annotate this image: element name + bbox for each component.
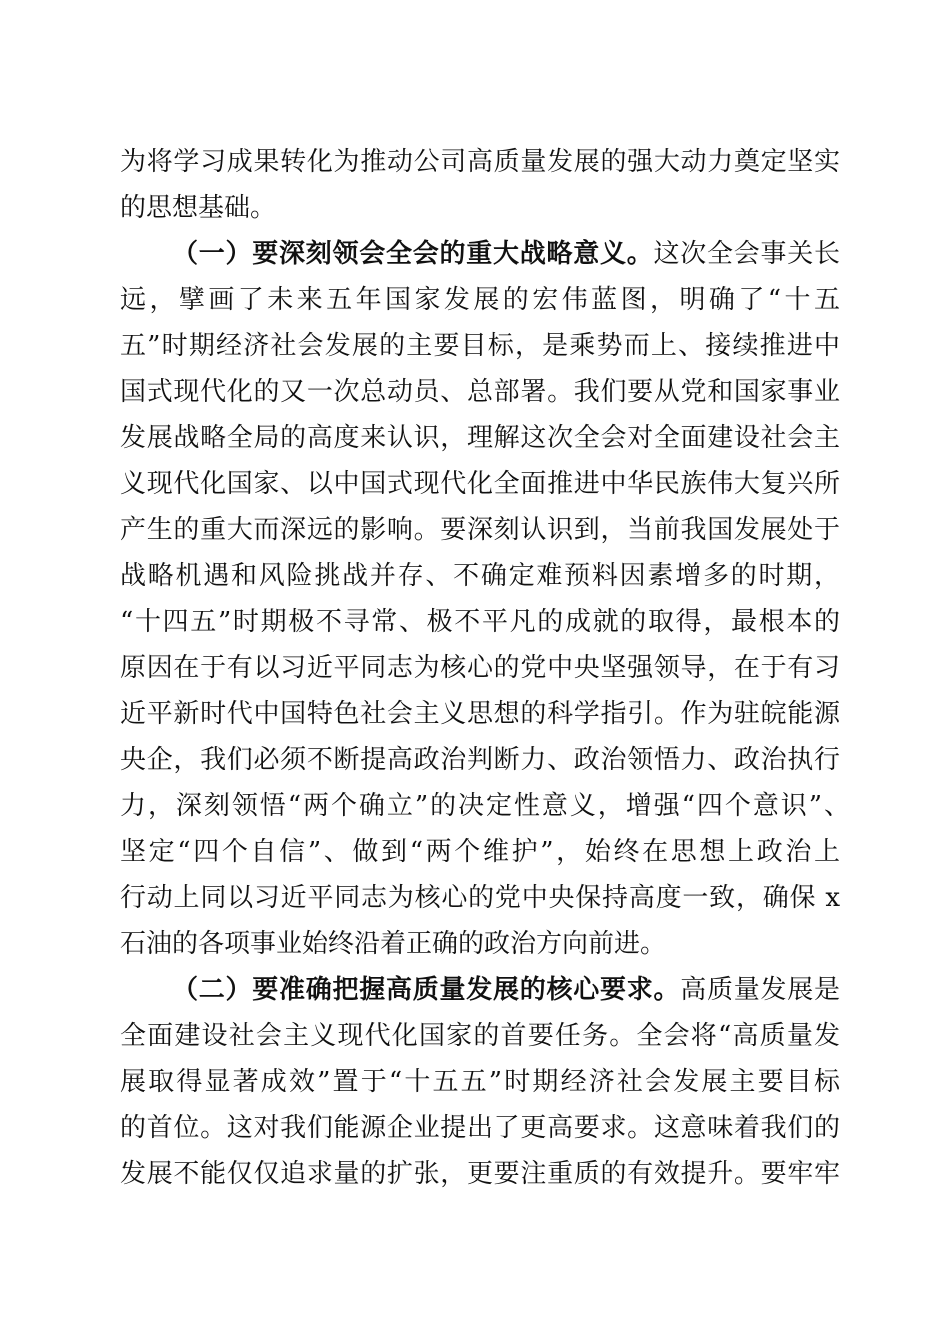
text-line: 国式现代化的又一次总动员、总部署。我们要从党和国家事业: [120, 377, 840, 407]
text-line: 坚定“四个自信”、做到“两个维护”，始终在思想上政治上: [120, 837, 840, 867]
section-heading-2: （二）要准确把握高质量发展的核心要求。: [172, 975, 681, 1005]
text-line: 为将学习成果转化为推动公司高质量发展的强大动力奠定坚实: [120, 147, 840, 177]
text-line: 义现代化国家、以中国式现代化全面推进中华民族伟大复兴所: [120, 469, 840, 499]
text-line: 展取得显著成效”置于“十五五”时期经济社会发展主要目标: [120, 1067, 840, 1097]
text-line: 央企，我们必须不断提高政治判断力、政治领悟力、政治执行: [120, 745, 840, 775]
paragraph-1-first-line: [172, 237, 840, 271]
text-line: 五”时期经济社会发展的主要目标，是乘势而上、接续推进中: [120, 331, 840, 361]
text-line: 原因在于有以习近平同志为核心的党中央坚强领导，在于有习: [120, 653, 840, 683]
text-line: 远，擘画了未来五年国家发展的宏伟蓝图，明确了“十五: [120, 285, 840, 315]
text-line: 发展不能仅仅追求量的扩张，更要注重质的有效提升。要牢牢: [120, 1159, 840, 1189]
text-line: “十四五”时期极不寻常、极不平凡的成就的取得，最根本的: [120, 607, 840, 637]
paragraph-2-first-line: [172, 973, 840, 1007]
text-line: 全面建设社会主义现代化国家的首要任务。全会将“高质量发: [120, 1021, 840, 1051]
text-line: 的首位。这对我们能源企业提出了更高要求。这意味着我们的: [120, 1113, 840, 1143]
text-line: 产生的重大而深远的影响。要深刻认识到，当前我国发展处于: [120, 515, 840, 545]
text-line: 发展战略全局的高度来认识，理解这次全会对全面建设社会主: [120, 423, 840, 453]
text-line: 近平新时代中国特色社会主义思想的科学指引。作为驻皖能源: [120, 699, 840, 729]
text-line: 行动上同以习近平同志为核心的党中央保持高度一致，确保 x: [120, 883, 840, 913]
text-run: 高质量发展是: [680, 975, 840, 1005]
section-heading-1: （一）要深刻领会全会的重大战略意义。: [172, 239, 654, 269]
text-line: 战略机遇和风险挑战并存、不确定难预料因素增多的时期，: [120, 561, 840, 591]
text-run: 这次全会事关长: [653, 239, 840, 269]
text-line: 力，深刻领悟“两个确立”的决定性意义，增强“四个意识”、: [120, 791, 850, 821]
text-line: 石油的各项事业始终沿着正确的政治方向前进。: [120, 929, 667, 959]
text-line: 的思想基础。: [120, 193, 277, 223]
